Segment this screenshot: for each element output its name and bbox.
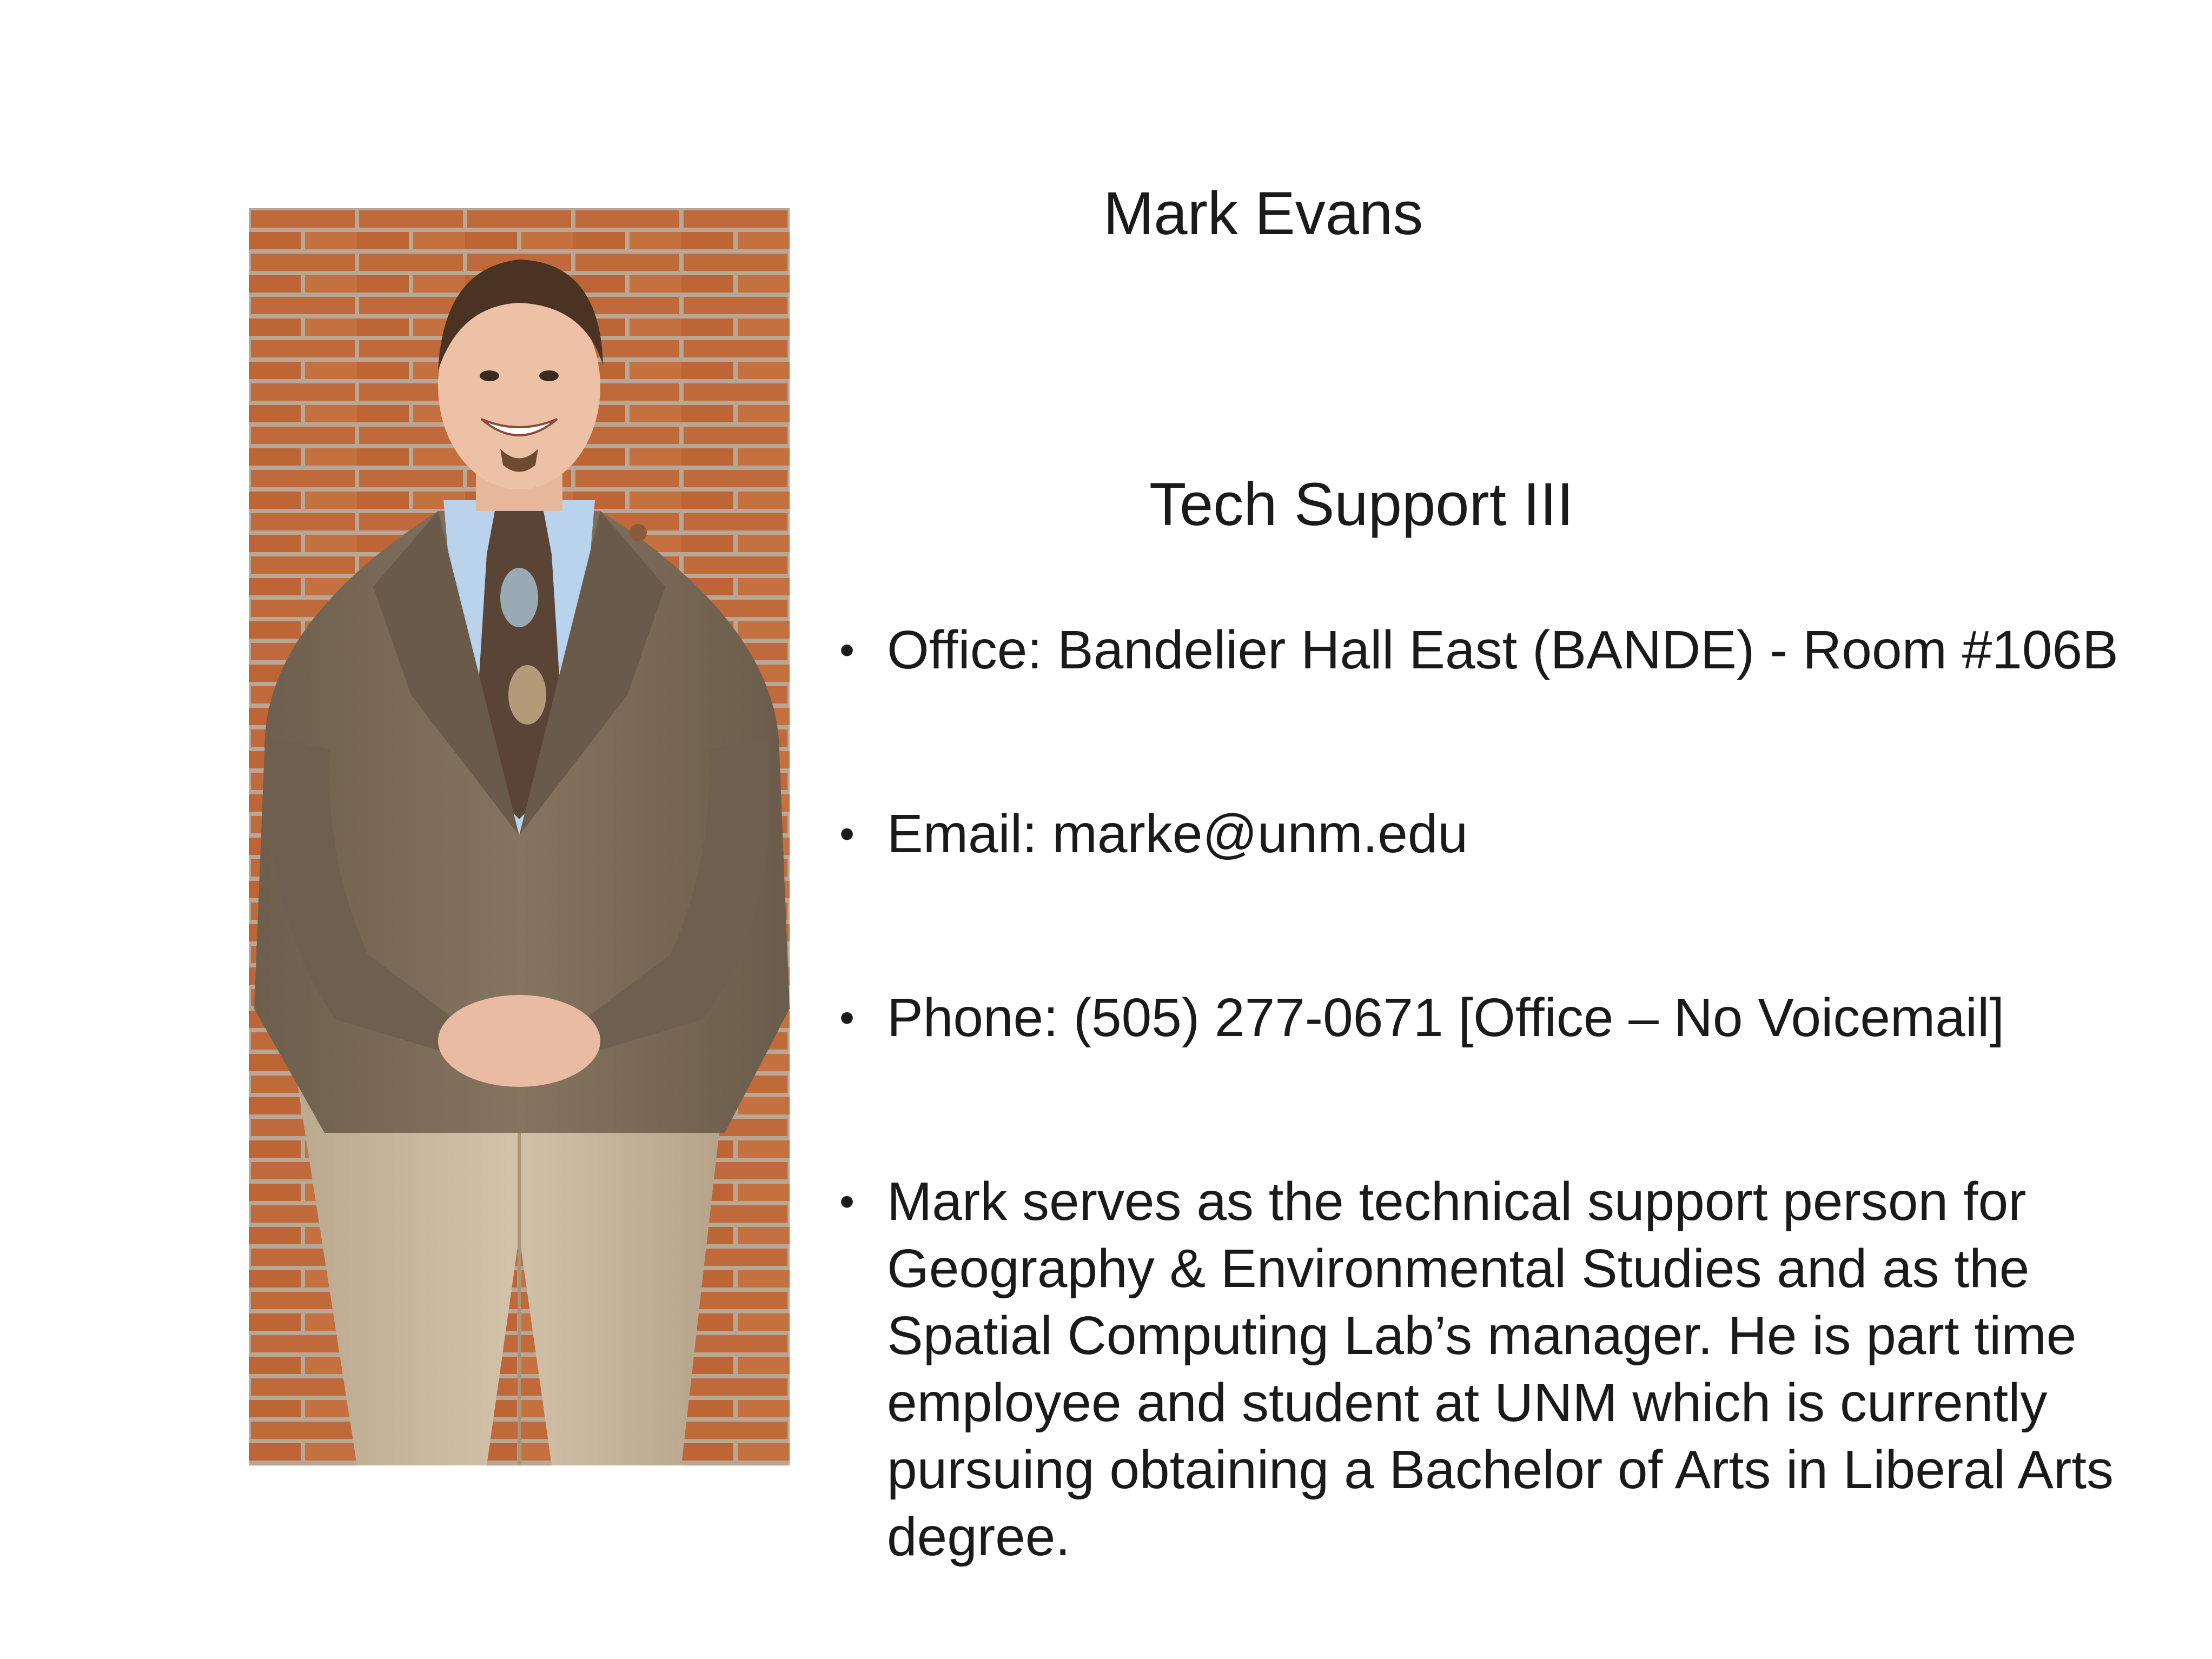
bio-text: Mark serves as the technical support person for Geography & Environmental Studies and as the Spatial Computing Lab’s manager. He is part time employee and student at UNM which is currently pursuing obtaining a Bachelor of Arts in Liberal Arts degree. [887,1171,2114,1567]
email-text: Email: marke@unm.edu [887,804,1468,864]
profile-photo [249,208,790,1465]
person-name: Mark Evans [1103,180,1423,247]
phone-item [833,984,2004,1051]
portrait-image [249,208,790,1465]
bio-item [833,1168,2196,1570]
bullet-marker: • [839,809,855,858]
job-title: Tech Support III [1149,470,1574,538]
email-item [833,800,1468,867]
phone-text: Phone: (505) 277-0671 [Office – No Voicemail] [887,987,2005,1048]
bullet-marker: • [839,1177,855,1225]
office-text: Office: Bandelier Hall East (BANDE) - Room #106B [887,620,2118,680]
bullet-marker: • [839,993,855,1041]
bullet-marker: • [839,626,855,674]
office-item [833,616,2118,683]
